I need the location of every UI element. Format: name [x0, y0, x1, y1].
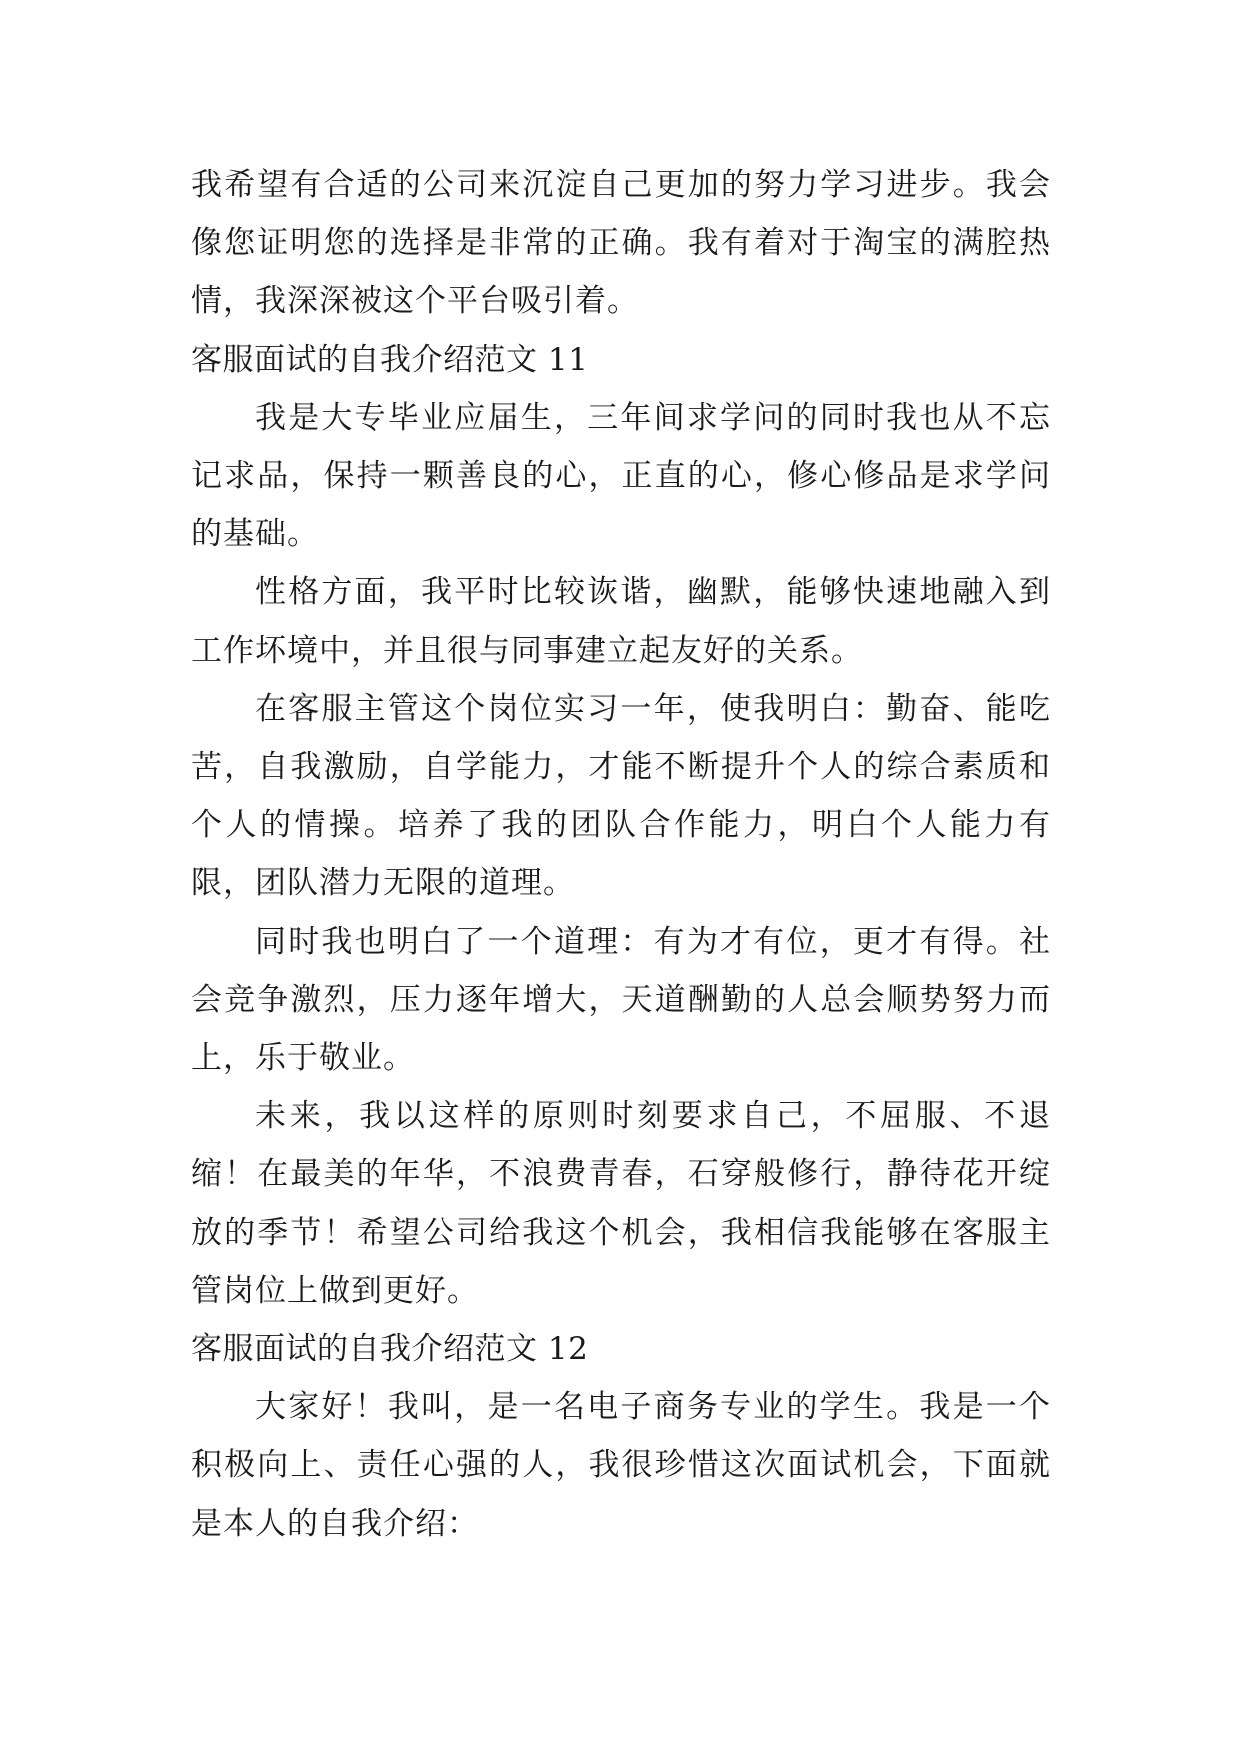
paragraph-continued: 我希望有合适的公司来沉淀自己更加的努力学习进步。我会像您证明您的选择是非常的正确。我有着对于淘宝的满腔热情，我深深被这个平台吸引着。 — [191, 167, 1051, 320]
paragraph: 我是大专毕业应届生，三年间求学问的同时我也从不忘记求品，保持一颗善良的心，正直的心，修心修品是求学问的基础。 — [191, 399, 1051, 553]
section-heading-12: 客服面试的自我介绍范文 12 — [191, 1331, 589, 1368]
paragraph: 大家好！我叫，是一名电子商务专业的学生。我是一个积极向上、责任心强的人，我很珍惜这次面试机会，下面就是本人的自我介绍： — [191, 1389, 1051, 1542]
document-page — [191, 156, 1051, 1553]
paragraph: 在客服主管这个岗位实习一年，使我明白：勤奋、能吃苦，自我激励，自学能力，才能不断提升个人的综合素质和个人的情操。培养了我的团队合作能力，明白个人能力有限，团队潜力无限的道理。 — [191, 690, 1051, 902]
paragraph: 同时我也明白了一个道理：有为才有位，更才有得。社会竞争激烈，压力逐年增大，天道酬勤的人总会顺势努力而上，乐于敬业。 — [191, 923, 1051, 1077]
paragraph: 性格方面，我平时比较诙谐，幽默，能够快速地融入到工作坏境中，并且很与同事建立起友好的关系。 — [191, 574, 1051, 669]
section-heading-11: 客服面试的自我介绍范文 11 — [191, 341, 589, 378]
paragraph: 未来，我以这样的原则时刻要求自己，不屈服、不退缩！在最美的年华，不浪费青春，石穿般修行，静待花开绽放的季节！希望公司给我这个机会，我相信我能够在客服主管岗位上做到更好。 — [191, 1098, 1051, 1309]
